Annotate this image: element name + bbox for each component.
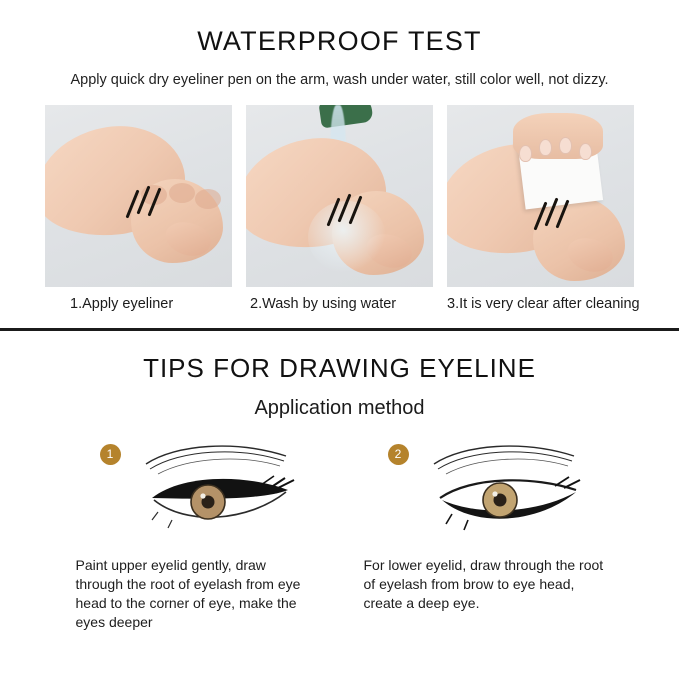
waterproof-step-gallery bbox=[0, 105, 679, 312]
step-3-caption: 3.It is very clear after cleaning bbox=[447, 296, 640, 312]
page-subtitle: Apply quick dry eyeliner pen on the arm, wash under water, still color well, not dizzy. bbox=[70, 72, 609, 88]
application-method-label: Application method bbox=[254, 397, 425, 419]
eyeline-tip-list bbox=[0, 438, 679, 632]
tip-2-number-badge: 2 bbox=[388, 444, 409, 465]
page-title: WATERPROOF TEST bbox=[197, 26, 482, 56]
eye-upper-eyelid-diagram bbox=[128, 438, 316, 546]
eyeline-tip-2 bbox=[364, 438, 604, 632]
tip-2-text: For lower eyelid, draw through the root of eyelash from brow to eye head, create a deep eye. bbox=[363, 557, 604, 611]
hand-wiped-with-tissue-image bbox=[447, 105, 634, 287]
waterproof-step-1 bbox=[45, 105, 232, 312]
eyeline-tips-section bbox=[0, 331, 679, 632]
hand-under-running-water-image bbox=[246, 105, 433, 287]
eye-lower-eyelid-svg bbox=[416, 438, 596, 542]
eye-upper-eyelid-svg bbox=[128, 438, 308, 542]
eye-lower-eyelid-diagram bbox=[416, 438, 604, 546]
eyeline-tip-1 bbox=[76, 438, 316, 632]
tip-1-text: Paint upper eyelid gently, draw through the root of eyelash from eye head to the corner of eye, make the eyes deeper bbox=[75, 557, 301, 630]
step-1-caption: 1.Apply eyeliner bbox=[70, 296, 174, 312]
waterproof-step-3 bbox=[447, 105, 640, 312]
tips-title: TIPS FOR DRAWING EYELINE bbox=[143, 353, 536, 383]
waterproof-step-2 bbox=[246, 105, 433, 312]
tip-1-number-badge: 1 bbox=[100, 444, 121, 465]
waterproof-test-section bbox=[0, 0, 679, 312]
step-2-caption: 2.Wash by using water bbox=[250, 296, 397, 312]
hand-with-eyeliner-strokes-image bbox=[45, 105, 232, 287]
